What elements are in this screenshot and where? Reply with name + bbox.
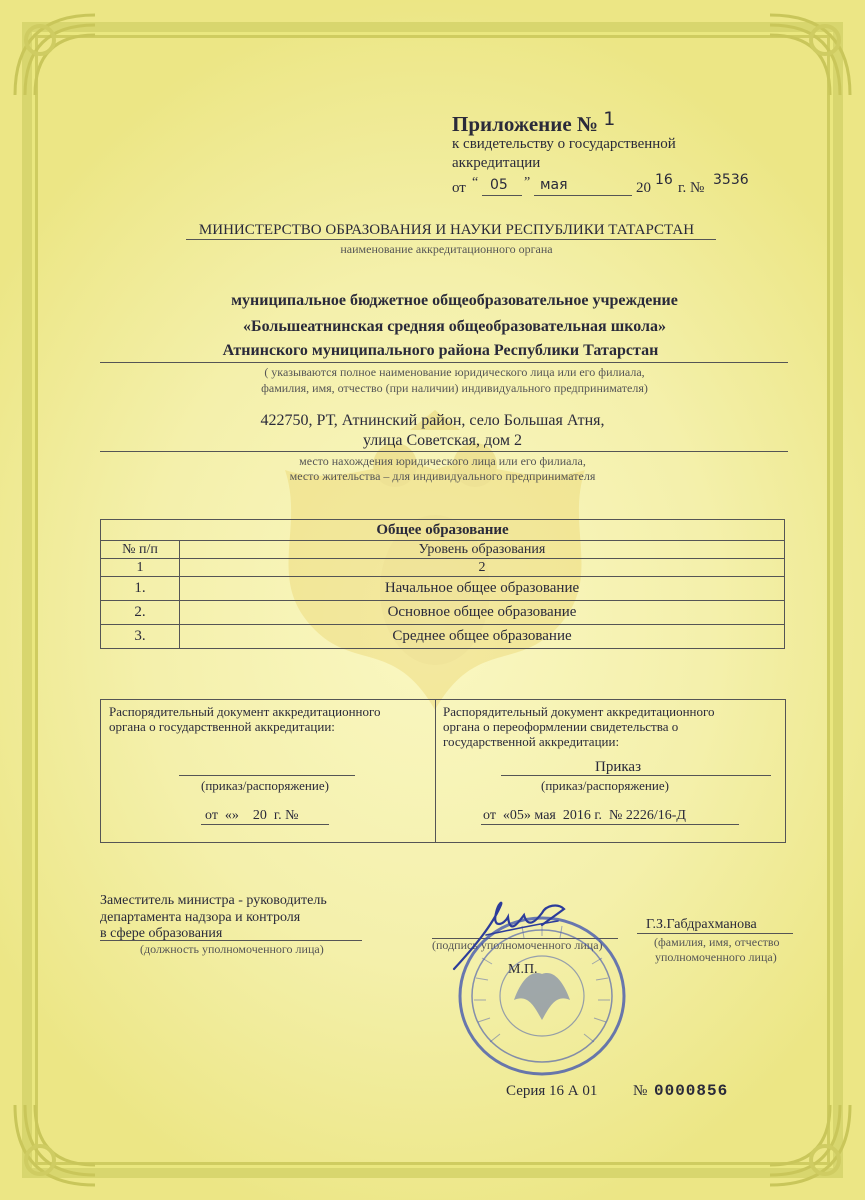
row-number: 2. <box>101 601 180 625</box>
appendix-subtitle-2: аккредитации <box>452 155 541 171</box>
reg-number-label: г. № <box>678 180 705 196</box>
right-doc-title-1: Распорядительный документ аккредитационного <box>443 704 715 719</box>
address-line-2: улица Советская, дом 2 <box>363 432 522 449</box>
row-level: Среднее общее образование <box>180 625 785 649</box>
column-index-1: 1 <box>101 559 180 577</box>
certificate-series: Серия 16 А 01 <box>506 1083 598 1099</box>
appendix-subtitle-1: к свидетельству о государственной <box>452 136 676 152</box>
address-caption-2: место жительства – для индивидуального предпринимателя <box>289 469 596 483</box>
organ-underline <box>186 239 716 240</box>
right-doc-date: от «05» мая 2016 г. № 2226/16-Д <box>483 808 686 823</box>
row-level: Основное общее образование <box>180 601 785 625</box>
reg-number: 3536 <box>713 172 749 188</box>
right-doc-type-line <box>501 775 771 776</box>
institution-caption-1: ( указываются полное наименование юридического лица или его филиала, <box>264 365 645 379</box>
institution-line-2: «Большеатнинская средняя общеобразовательная школа» <box>243 318 666 335</box>
appendix-number: 1 <box>603 108 616 130</box>
row-number: 3. <box>101 625 180 649</box>
left-doc-date-line <box>201 824 329 825</box>
table-heading-row <box>101 520 785 541</box>
year-prefix: 20 <box>636 180 651 196</box>
handwritten-signature-icon <box>446 895 576 975</box>
institution-line-1: муниципальное бюджетное общеобразовательное учреждение <box>231 292 678 309</box>
right-doc-date-line <box>481 824 739 825</box>
accreditation-organ-name: МИНИСТЕРСТВО ОБРАЗОВАНИЯ И НАУКИ РЕСПУБЛИКИ ТАТАРСТАН <box>198 222 695 238</box>
right-doc-caption: (приказ/распоряжение) <box>541 778 669 793</box>
quote-close: ” <box>524 175 531 190</box>
left-doc-date: от «» 20 г. № <box>205 808 299 823</box>
date-month: мая <box>540 177 568 193</box>
certificate-number-label: № <box>633 1083 648 1099</box>
table-row <box>101 577 785 601</box>
signer-position-2: департамента надзора и контроля <box>100 910 301 925</box>
institution-caption-2: фамилия, имя, отчество (при наличии) индивидуального предпринимателя) <box>261 381 648 395</box>
position-caption: (должность уполномоченного лица) <box>140 942 324 956</box>
signer-position-1: Заместитель министра - руководитель <box>100 893 327 908</box>
address-underline <box>100 451 788 452</box>
table-header-row <box>101 541 785 559</box>
table-row <box>101 601 785 625</box>
left-doc-type-line <box>179 775 355 776</box>
row-number: 1. <box>101 577 180 601</box>
left-doc-title-2: органа о государственной аккредитации: <box>109 719 335 734</box>
signature-caption: (подпись уполномоченного лица) <box>432 938 603 952</box>
corner-ornament-icon <box>765 1100 855 1190</box>
docbox-divider <box>435 700 436 842</box>
organ-caption: наименование аккредитационного органа <box>340 242 553 256</box>
education-levels-table <box>100 519 785 649</box>
address-line-1: 422750, РТ, Атнинский район, село Большая Атня, <box>260 412 605 429</box>
year-suffix: 16 <box>655 172 673 188</box>
appendix-title: Приложение № 1 <box>452 108 616 136</box>
certificate-number: 0000856 <box>654 1082 729 1100</box>
left-doc-caption: (приказ/распоряжение) <box>201 778 329 793</box>
institution-line-3: Атнинского муниципального района Республики Татарстан <box>222 342 659 359</box>
month-underline <box>534 195 632 196</box>
signer-name: Г.З.Габдрахманова <box>646 917 757 932</box>
right-doc-type: Приказ <box>595 759 642 775</box>
quote-open: “ <box>472 175 479 190</box>
table-heading: Общее образование <box>101 520 785 541</box>
corner-ornament-icon <box>765 10 855 100</box>
column-header-number: № п/п <box>101 541 180 559</box>
name-caption-2: уполномоченного лица) <box>655 950 777 964</box>
corner-ornament-icon <box>10 10 100 100</box>
left-doc-title-1: Распорядительный документ аккредитационного <box>109 704 381 719</box>
signer-position-3: в сфере образования <box>100 926 223 941</box>
name-underline <box>637 933 793 934</box>
date-from-label: от <box>452 180 466 196</box>
corner-ornament-icon <box>10 1100 100 1190</box>
position-underline <box>100 940 362 941</box>
address-caption-1: место нахождения юридического лица или его филиала, <box>299 454 586 468</box>
right-doc-title-2: органа о переоформлении свидетельства о <box>443 719 679 734</box>
table-index-row <box>101 559 785 577</box>
column-index-2: 2 <box>180 559 785 577</box>
institution-underline <box>100 362 788 363</box>
column-header-level: Уровень образования <box>180 541 785 559</box>
stamp-place-label: М.П. <box>508 962 538 977</box>
row-level: Начальное общее образование <box>180 577 785 601</box>
right-doc-title-3: государственной аккредитации: <box>443 734 620 749</box>
date-day: 05 <box>490 177 508 193</box>
day-underline <box>482 195 522 196</box>
name-caption-1: (фамилия, имя, отчество <box>654 935 780 949</box>
administrative-documents-box <box>100 699 786 843</box>
table-row <box>101 625 785 649</box>
